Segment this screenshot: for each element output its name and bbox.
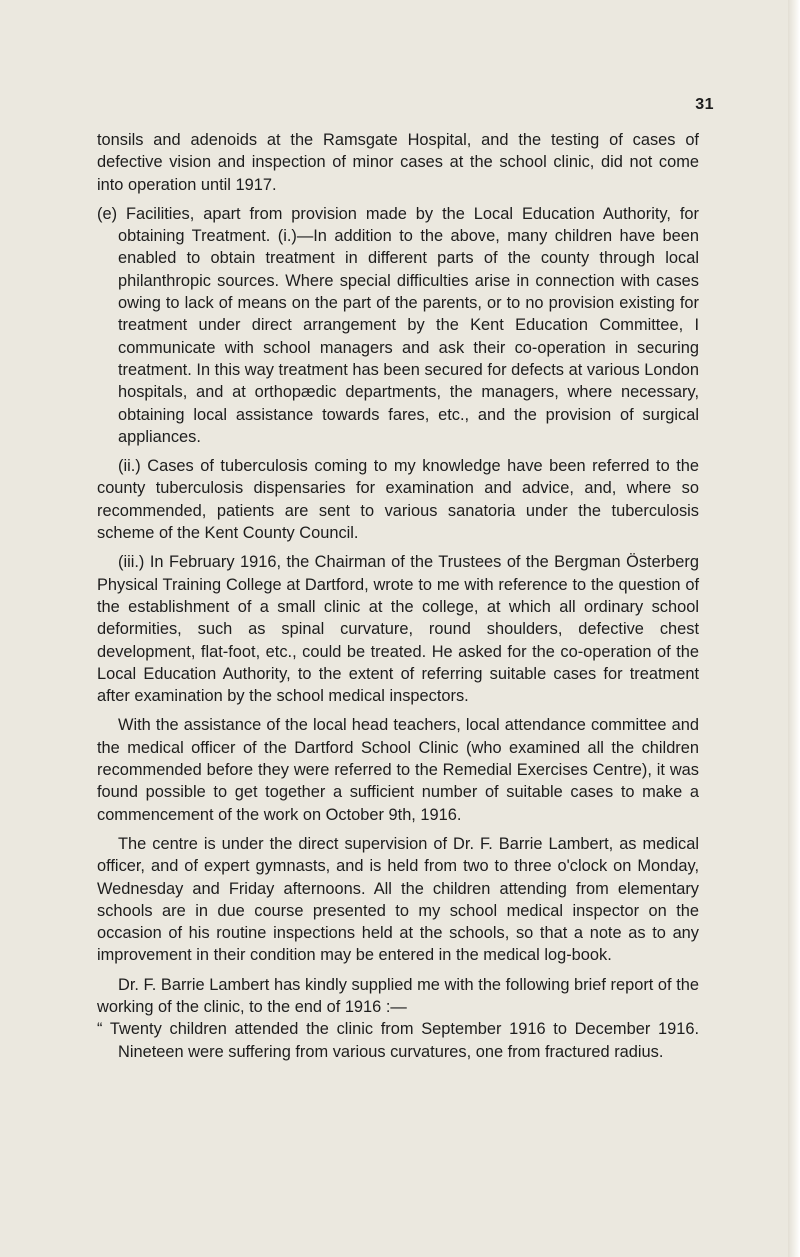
paragraph-assistance: With the assistance of the local head teachers, local attendance committee and the medical officer of the Dartford School Clinic (who examined all the children recommended before they were referred to the Remedial Exercises Centre), it was found possible to get together a sufficient number of suitable cases to make a commencement of the work on October 9th, 1916.: [97, 716, 699, 824]
page-edge-shadow: [788, 0, 800, 1257]
paragraph-lambert-report: Dr. F. Barrie Lambert has kindly supplied me with the following brief report of the working of the clinic, to the end of 1916 :—: [97, 975, 699, 1016]
page-number: 31: [695, 96, 714, 113]
body-text: [97, 129, 699, 1063]
paragraph-centre-supervision: The centre is under the direct supervision of Dr. F. Barrie Lambert, as medical officer, and of expert gymnasts, and is held from two to three o'clock on Monday, Wednesday and Friday afternoons. All the children attending from elementary schools are in due course presented to my school medical inspector on the occasion of his routine inspections held at the schools, so that a note as to any improvement in their condition may be entered in the medical log-book.: [97, 834, 699, 965]
paragraph-tonsils: tonsils and adenoids at the Ramsgate Hospital, and the testing of cases of defective vision and inspection of minor cases at the school clinic, did not come into operation until 1917.: [97, 131, 699, 194]
paragraph-quoted-report: “ Twenty children attended the clinic from September 1916 to December 1916. Nineteen were suffering from various curvatures, one from fractured radius.: [97, 1020, 699, 1061]
paragraph-facilities: (e) Facilities, apart from provision made by the Local Education Authority, for obtaining Treatment. (i.)—In addition to the above, many children have been enabled to obtain treatment in different parts of the county through local philanthropic sources. Where special difficulties arise in connection with cases owing to lack of means on the part of the parents, or to no provision existing for treatment under direct arrangement by the Kent Education Committee, I communicate with school managers and ask their co-operation in securing treatment. In this way treatment has been secured for defects at various London hospitals, and at orthopædic departments, the managers, where necessary, obtaining local assistance towards fares, etc., and the provision of surgical appliances.: [97, 204, 699, 446]
paragraph-bergman-osterberg: (iii.) In February 1916, the Chairman of the Trustees of the Bergman Österberg Physical Training College at Dartford, wrote to me with reference to the question of the establishment of a small clinic at the college, at which all ordinary school deformities, such as spinal curvature, round shoulders, defective chest development, flat-foot, etc., could be treated. He asked for the co-operation of the Local Education Authority, to the extent of referring suitable cases for treatment after examination by the school medical inspectors.: [97, 553, 699, 706]
paragraph-tuberculosis: (ii.) Cases of tuberculosis coming to my knowledge have been referred to the county tuberculosis dispensaries for examination and advice, and, where so recommended, patients are sent to various sanatoria under the tuberculosis scheme of the Kent County Council.: [97, 457, 699, 543]
